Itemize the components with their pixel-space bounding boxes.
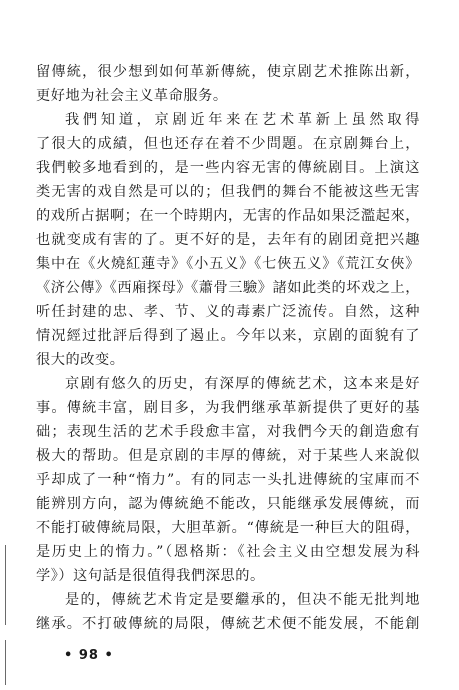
body-text [36, 60, 420, 636]
text-line: 我們知道，京剧近年来在艺术革新上虽然取得 [65, 112, 420, 128]
text-line: 事。傳統丰富，剧目多，为我們继承革新提供了更好的基 [36, 400, 420, 416]
text-line: 能辨別方向，認为傳統絶不能改，只能继承发展傳統，而 [36, 496, 420, 512]
paragraph [36, 108, 420, 372]
page-number: • 98 • [64, 648, 114, 663]
text-line: 集中在《火燒紅蓮寺》《小五义》《七俠五义》《荒江女俠》 [36, 256, 420, 272]
text-line: 是的，傳統艺术肯定是要繼承的，但决不能无批判地 [65, 592, 420, 608]
text-line: 不能打破傳統局限，大胆革新。“傳統是一种巨大的阻碍， [36, 520, 420, 536]
left-margin-rule-lower [5, 640, 6, 685]
text-line: 乎却成了一种“惰力”。有的同志一头扎进傳統的宝庫而不 [36, 472, 420, 488]
text-line: 继承。不打破傳統的局限，傳統艺术便不能发展，不能創 [36, 616, 420, 632]
paragraph [36, 588, 420, 636]
text-line: 了很大的成績，但也还存在着不少問題。在京剧舞台上， [36, 136, 420, 152]
text-line: 京剧有悠久的历史，有深厚的傳統艺术，这本来是好 [65, 376, 420, 392]
text-line: 《济公傳》《西廂探母》《蕭骨三驗》諸如此类的坏戏之上， [36, 280, 420, 296]
text-line: 学》）这句話是很值得我們深思的。 [36, 568, 265, 584]
text-line: 也就变成有害的了。更不好的是，去年有的剧团竟把兴趣 [36, 232, 420, 248]
text-line: 是历史上的惰力。”（恩格斯：《社会主义由空想发展为科 [36, 544, 420, 560]
text-line: 很大的改变。 [36, 352, 125, 368]
text-line: 我們較多地看到的，是一些内容无害的傳統剧目。上演这 [36, 160, 420, 176]
text-line: 类无害的戏自然是可以的；但我們的舞台不能被这些无害 [36, 184, 420, 200]
text-line: 听任封建的忠、孝、节、义的毒素广泛流传。自然，这种 [36, 304, 420, 320]
paragraph [36, 60, 420, 108]
text-line: 的戏所占据啊；在一个時期内，无害的作品如果泛濫起來， [36, 208, 420, 224]
text-line: 情况經过批評后得到了遏止。今年以来，京剧的面貌有了 [36, 328, 420, 344]
text-line: 更好地为社会主义革命服务。 [36, 88, 228, 104]
left-margin-rule [5, 545, 6, 625]
text-line: 留傳統，很少想到如何革新傳統，使京剧艺术推陈出新， [36, 64, 420, 80]
text-line: 极大的帮助。但是京剧的丰厚的傳統，对于某些人来說似 [36, 448, 420, 464]
text-line: 础；表现生活的艺术手段愈丰富，对我們今天的創造愈有 [36, 424, 420, 440]
paragraph [36, 372, 420, 588]
